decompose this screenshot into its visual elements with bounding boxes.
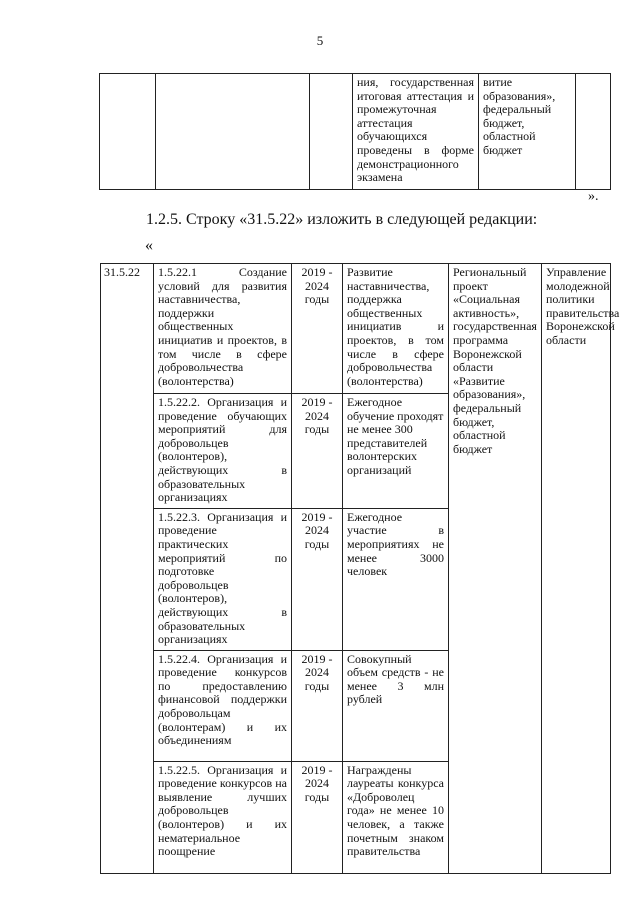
years-cell: 2019 - 2024 годы (292, 761, 343, 873)
empty-cell (576, 74, 611, 190)
empty-cell (310, 74, 353, 190)
task-cell: 1.5.22.3. Организация и проведение практических мероприятий по подготовке добровольцев (волонтеров), действующих в образовательных организациях (154, 508, 292, 650)
empty-cell (100, 74, 156, 190)
years-cell: 2019 - 2024 годы (292, 264, 343, 394)
result-cell: Ежегодное участие в мероприятиях не менее 3000 человек (343, 508, 449, 650)
result-cell: Награждены лауреаты конкурса «Доброволец года» не менее 10 человек, а также почетным знаком правительства (343, 761, 449, 873)
page-number: 5 (316, 33, 324, 48)
amended-row-table (100, 263, 620, 874)
task-cell: 1.5.22.4. Организация и проведение конкурсов по предоставлению финансовой поддержки добровольцам (волонтерам) и их объединениям (154, 650, 292, 761)
row-code: 31.5.22 (101, 264, 154, 874)
result-cell: ния, государственная итоговая аттестация и промежуточная аттестация обучающихся проведены в форме демонстрационного экзамена (353, 74, 479, 190)
result-cell: Развитие наставничества, поддержка общественных инициатив и проектов, в том числе в сфере добровольчества (волонтерства) (343, 264, 449, 394)
empty-cell (156, 74, 310, 190)
funding-cell: витие образования», федеральный бюджет, областной бюджет (479, 74, 576, 190)
task-cell: 1.5.22.5. Организация и проведение конкурсов на выявление лучших добровольцев (волонтеров) и их нематериальное поощрение (154, 761, 292, 873)
closing-quote: ». (588, 189, 599, 204)
years-cell: 2019 - 2024 годы (292, 394, 343, 509)
task-cell: 1.5.22.2. Организация и проведение обучающих мероприятий для добровольцев (волонтеров), действующих в образовательных организациях (154, 394, 292, 509)
result-cell: Совокупный объем средств - не менее 3 млн рублей (343, 650, 449, 761)
amendment-instruction: 1.2.5. Строку «31.5.22» изложить в следующей редакции: (146, 211, 538, 228)
executor-cell: Управление молодежной политики правительства Воронежской области (542, 264, 611, 874)
funding-cell: Региональный проект «Социальная активность», государственная программа Воронежской области «Развитие образования», федеральный бюджет, областной бюджет (449, 264, 542, 874)
result-cell: Ежегодное обучение проходят не менее 300 представителей волонтерских организаций (343, 394, 449, 509)
task-cell: 1.5.22.1 Создание условий для развития наставничества, поддержки общественных инициатив и проектов, в том числе в сфере добровольчества (волонтерства) (154, 264, 292, 394)
previous-table-fragment (99, 73, 611, 190)
years-cell: 2019 - 2024 годы (292, 650, 343, 761)
opening-quote: « (145, 237, 153, 254)
years-cell: 2019 - 2024 годы (292, 508, 343, 650)
